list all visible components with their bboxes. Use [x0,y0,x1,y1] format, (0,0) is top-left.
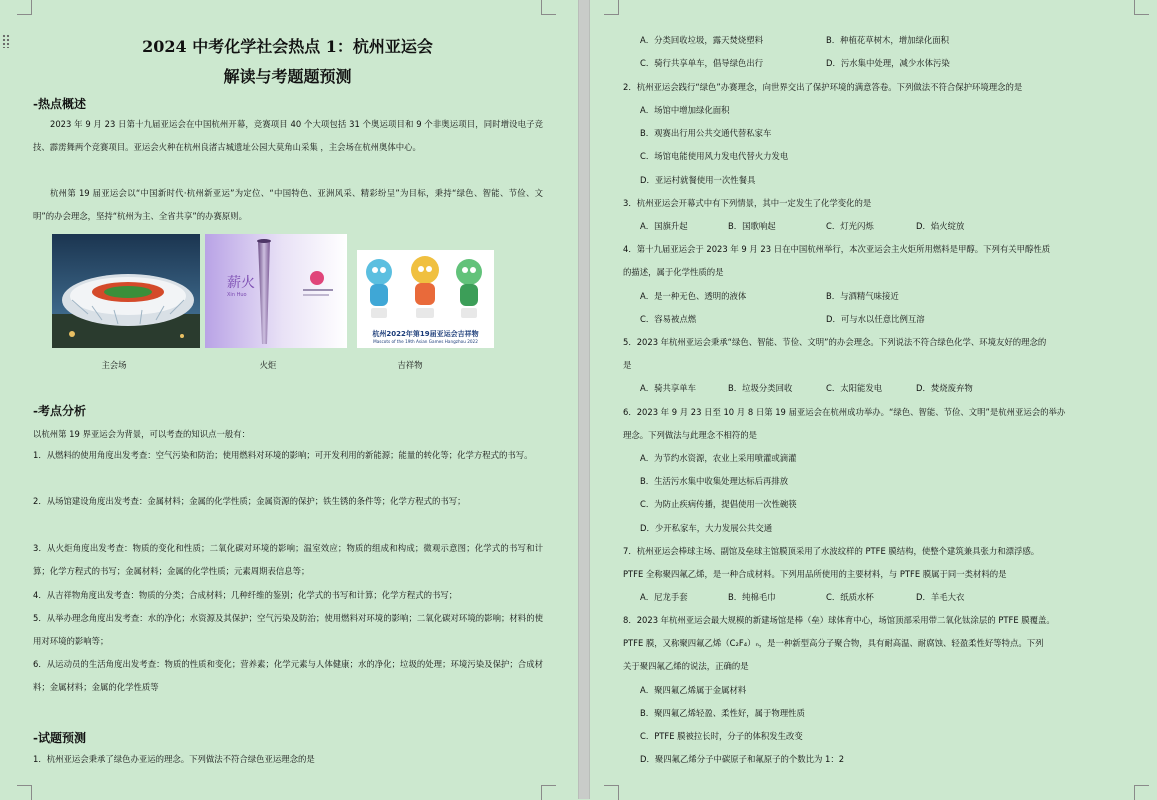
caption-stadium: 主会场 [101,360,127,370]
q1-option-a: A．分类回收垃圾，露天焚烧塑料 [640,35,763,45]
drag-handle-icon[interactable] [2,34,10,48]
paragraph-overview: 2023 年 9 月 23 日第十九届亚运会在中国杭州开幕，竞赛项目 40 个大项包括 31 个奥运项目和 9 个非奥运项目，同时增设电子竞技、霹雳舞两个竞赛项目。亚运会火种在杭州良渚古城遗址公园大莫角山采集 ，主会场在杭州奥体中心。 [33,119,543,152]
q6-option-b: B．生活污水集中收集处理达标后再排放 [640,476,789,486]
analysis-item-5: 5．从举办理念角度出发考查：水的净化；水资源及其保护；空气污染及防治；使用燃料对环境的影响；二氧化碳对环境的影响；材料的使用对环境的影响等； [33,613,543,646]
q3-option-d: D．焰火绽放 [916,221,965,231]
crop-mark [1134,0,1149,15]
q4-option-c: C．容易被点燃 [640,314,697,324]
q7-option-b: B．纯棉毛巾 [728,592,776,602]
crop-mark [17,785,32,800]
q5-option-b: B．垃圾分类回收 [728,383,793,393]
analysis-item-6: 6．从运动员的生活角度出发考查：物质的性质和变化；营养素；化学元素与人体健康；水的净化；垃圾的处理；环境污染及保护；合成材料；金属材料；金属的化学性质等 [33,659,543,692]
torch-name: 薪火 [227,275,255,291]
mascot-left [366,259,392,318]
q2-option-a: A．场馆中增加绿化面积 [640,105,730,115]
page-gutter [578,0,590,799]
question-7-stem-line1: 7．杭州亚运会棒球主场、副馆及垒球主馆膜顶采用了水波纹样的 PTFE 膜结构，使整个建筑兼具张力和漂浮感。 [623,546,1040,556]
q3-option-a: A．国旗升起 [640,221,688,231]
q6-option-c: C．为防止疾病传播，提倡使用一次性碗筷 [640,499,797,509]
q5-option-a: A．骑共享单车 [640,383,696,393]
crop-mark [17,0,32,15]
analysis-item-1: 1．从燃料的使用角度出发考查：空气污染和防治；使用燃料对环境的影响；可开发利用的新能源；能量的转化等；化学方程式的书写。 [33,450,533,460]
question-8-stem-line1: 8．2023 年杭州亚运会最大规模的新建场馆是棒（垒）球体育中心，场馆顶部采用带二氧化钛涂层的 PTFE 膜覆盖。 [623,615,1055,625]
q6-option-a: A．为节约水资源，农业上采用喷灌或滴灌 [640,453,797,463]
question-5-stem-line2: 是 [623,360,632,370]
question-4-stem-line2: 的描述，属于化学性质的是 [623,267,724,277]
question-2-stem: 2．杭州亚运会践行“绿色”办赛理念，向世界交出了保护环境的满意答卷。下列做法不符合保护环境理念的是 [623,82,1023,92]
q5-option-c: C．太阳能发电 [826,383,883,393]
q1-option-d: D．污水集中处理，减少水体污染 [826,58,950,68]
document-title-line2: 解读与考题题预测 [223,67,352,86]
crop-mark [604,785,619,800]
question-6-stem-line1: 6．2023 年 9 月 23 日至 10 月 8 日第 19 届亚运会在杭州成功举办。“绿色、智能、节俭、文明”是杭州亚运会的举办 [623,407,1066,417]
q7-option-c: C．纸质水杯 [826,592,874,602]
q4-option-a: A．是一种无色、透明的液体 [640,291,747,301]
q2-option-b: B．观赛出行用公共交通代替私家车 [640,128,772,138]
caption-torch: 火炬 [259,360,277,370]
left-page [0,0,578,799]
mascot-banner: 杭州2022年第19届亚运会吉祥物 [372,330,479,338]
crop-mark [541,0,556,15]
q2-option-c: C．场馆电能使用风力发电代替火力发电 [640,151,789,161]
torch-name-en: Xin Huo [227,292,247,298]
mascot-middle [411,256,439,318]
analysis-item-4: 4．从吉祥物角度出发考查：物质的分类；合成材料；几种纤维的鉴别；化学式的书写和计算；化学方程式的书写； [33,590,458,600]
q3-option-b: B．国歌响起 [728,221,776,231]
crop-mark [604,0,619,15]
q7-option-a: A．尼龙手套 [640,592,688,602]
question-4-stem-line1: 4．第十九届亚运会于 2023 年 9 月 23 日在中国杭州举行，本次亚运会主火炬所用燃料是甲醇。下列有关甲醇性质 [623,244,1051,254]
q7-option-d: D．羊毛大衣 [916,592,965,602]
mascot-right [456,259,482,318]
q4-option-b: B．与酒精气味接近 [826,291,899,301]
q3-option-c: C．灯光闪烁 [826,221,874,231]
crop-mark [1134,785,1149,800]
question-3-stem: 3．杭州亚运会开幕式中有下列情景，其中一定发生了化学变化的是 [623,198,872,208]
right-page [590,0,1157,799]
analysis-intro: 以杭州第 19 界亚运会为背景，可以考查的知识点一般有： [33,429,250,439]
q8-option-d: D．聚四氟乙烯分子中碳原子和氟原子的个数比为 1：2 [640,754,845,764]
analysis-item-3: 3．从火炬角度出发考查：物质的变化和性质；二氧化碳对环境的影响；温室效应；物质的组成和构成；微观示意图；化学式的书写和计算；化学方程式的书写；金属材料；金属的化学性质；元素周期表信息等； [33,543,543,576]
section-heading-hot: -热点概述 [33,97,86,111]
q8-option-b: B．聚四氟乙烯轻盈、柔性好，属于物理性质 [640,708,805,718]
paragraph-philosophy: 杭州第 19 届亚运会以“中国新时代·杭州新亚运”为定位、“中国特色、亚洲风采、精彩纷呈”为目标，秉持“绿色、智能、节俭、文明”的办会理念，坚持“杭州为主、全省共享”的办赛原则。 [33,188,543,221]
question-7-stem-line2: PTFE 全称聚四氟乙烯，是一种合成材料。下列用品所使用的主要材料，与 PTFE 膜属于同一类材料的是 [623,569,1007,579]
q5-option-d: D．焚烧废弃物 [916,383,973,393]
question-8-stem-line2: PTFE 膜，又称聚四氟乙烯（C₂F₄）ₙ，是一种新型高分子聚合物，具有耐高温、耐腐蚀、轻盈柔性好等特点。下列 [623,638,1044,648]
mascot-photo [357,250,494,348]
document-title-line1: 2024 中考化学社会热点 1：杭州亚运会 [142,37,433,56]
q4-option-d: D．可与水以任意比例互溶 [826,314,925,324]
caption-mascot: 吉祥物 [397,360,423,370]
q2-option-d: D．亚运村就餐使用一次性餐具 [640,175,756,185]
q1-option-b: B．种植花草树木，增加绿化面积 [826,35,949,45]
q8-option-c: C．PTFE 膜被拉长时，分子的体积发生改变 [640,731,803,741]
section-heading-predict: -试题预测 [33,731,86,745]
mascot-banner-en: Mascots of the 19th Asian Games Hangzhou 2022 [373,339,478,344]
stadium-photo [52,234,200,348]
question-1-stem: 1．杭州亚运会秉承了绿色办亚运的理念。下列做法不符合绿色亚运理念的是 [33,754,315,764]
section-heading-analysis: -考点分析 [33,404,86,418]
q1-option-c: C．骑行共享单车，倡导绿色出行 [640,58,764,68]
question-5-stem-line1: 5．2023 年杭州亚运会秉承“绿色、智能、节俭、文明”的办会理念。下列说法不符合绿色化学、环境友好的理念的 [623,337,1047,347]
crop-mark [541,785,556,800]
torch-photo [205,234,347,348]
analysis-item-2: 2．从场馆建设角度出发考查：金属材料；金属的化学性质；金属资源的保护；铁生锈的条件等；化学方程式的书写； [33,496,466,506]
question-8-stem-line3: 关于聚四氟乙烯的说法，正确的是 [623,661,749,671]
q8-option-a: A．聚四氟乙烯属于金属材料 [640,685,747,695]
question-6-stem-line2: 理念。下列做法与此理念不相符的是 [623,430,757,440]
q6-option-d: D．少开私家车，大力发展公共交通 [640,523,773,533]
